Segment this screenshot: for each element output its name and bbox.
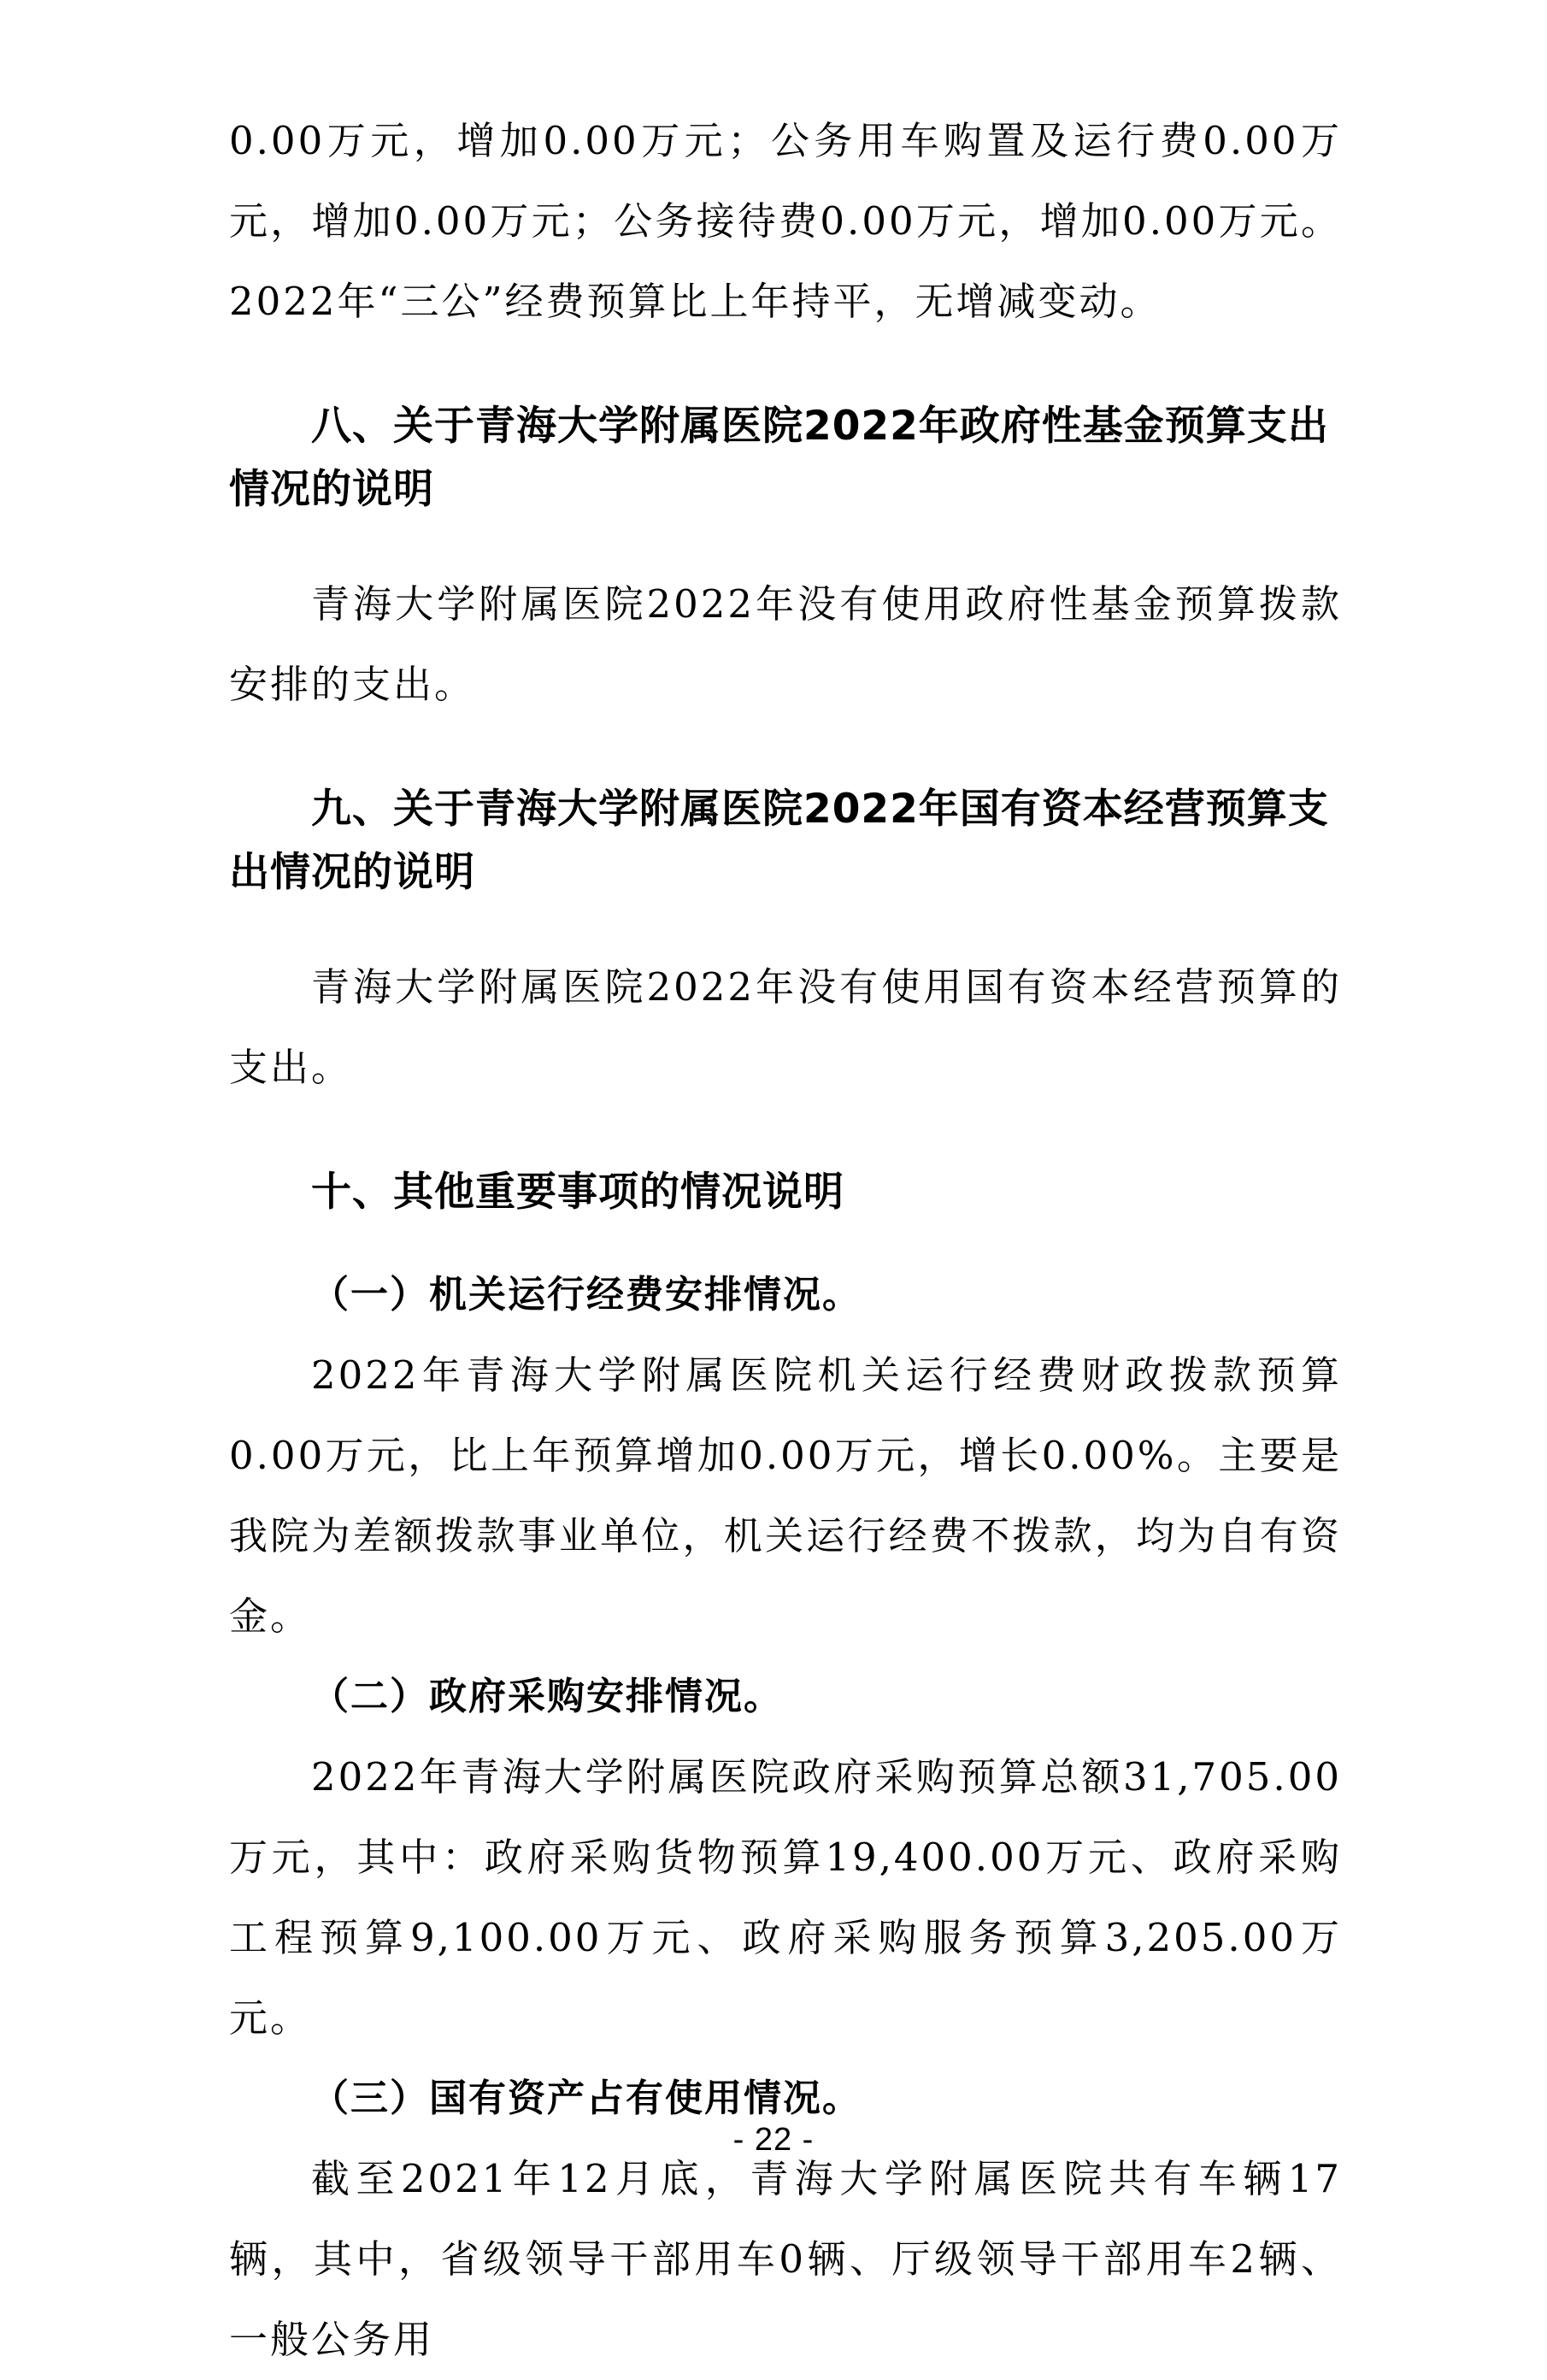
paragraph-state-assets: 截至2021年12月底，青海大学附属医院共有车辆17辆，其中，省级领导干部用车0辆、厅级领导干部用车2辆、一般公务用 bbox=[229, 2156, 1342, 2362]
subheading-operating-expenses: （一）机关运行经费安排情况。 bbox=[311, 1273, 862, 1317]
paragraph-operating-expenses: 2022年青海大学附属医院机关运行经费财政拨款预算0.00万元，比上年预算增加0.00万元，增长0.00%。主要是我院为差额拨款事业单位，机关运行经费不拨款，均为自有资金。 bbox=[229, 1352, 1342, 1639]
paragraph-section-9: 青海大学附属医院2022年没有使用国有资本经营预算的支出。 bbox=[229, 964, 1342, 1090]
page-number: - 22 - bbox=[732, 2122, 815, 2158]
heading-section-10: 十、其他重要事项的情况说明 bbox=[311, 1169, 844, 1216]
paragraph-government-procurement: 2022年青海大学附属医院政府采购预算总额31,705.00万元，其中：政府采购货物预算19,400.00万元、政府采购工程预算9,100.00万元、政府采购服务预算3,205.00万元。 bbox=[229, 1754, 1342, 2041]
subheading-state-assets: （三）国有资产占有使用情况。 bbox=[311, 2077, 862, 2120]
heading-section-9: 九、关于青海大学附属医院2022年国有资本经营预算支出情况的说明 bbox=[229, 786, 1329, 896]
heading-section-8: 八、关于青海大学附属医院2022年政府性基金预算支出情况的说明 bbox=[229, 403, 1329, 513]
document-page bbox=[229, 101, 1342, 2380]
subheading-government-procurement: （二）政府采购安排情况。 bbox=[311, 1675, 783, 1718]
paragraph-three-public-expenses-continued: 0.00万元，增加0.00万元；公务用车购置及运行费0.00万元，增加0.00万元；公务接待费0.00万元，增加0.00万元。2022年“三公”经费预算比上年持平，无增减变动。 bbox=[229, 118, 1342, 324]
paragraph-section-8: 青海大学附属医院2022年没有使用政府性基金预算拨款安排的支出。 bbox=[229, 581, 1342, 707]
